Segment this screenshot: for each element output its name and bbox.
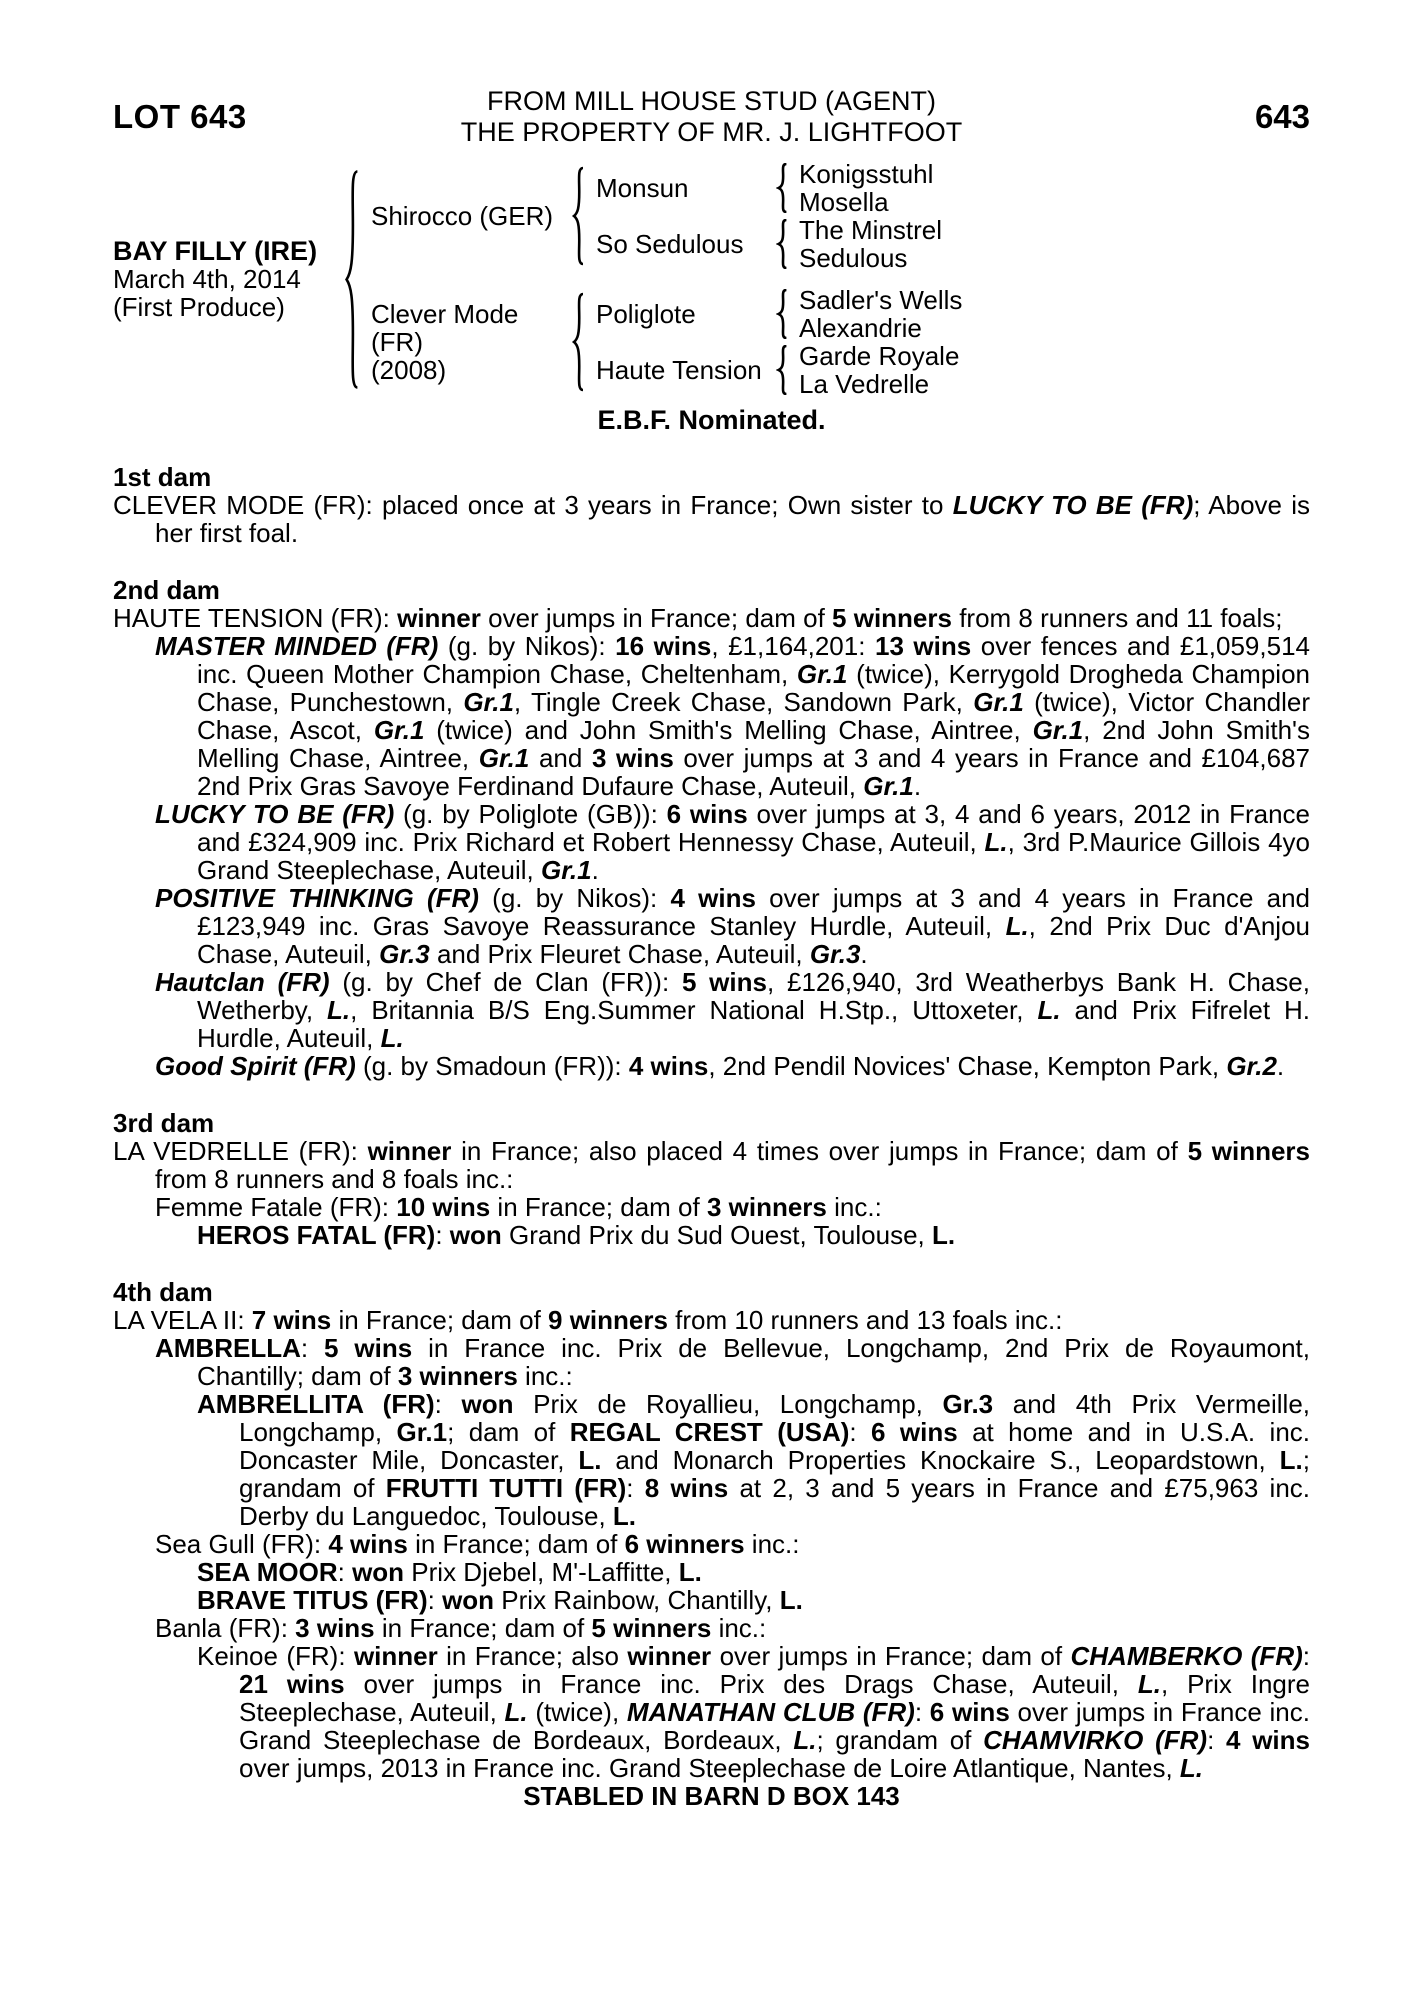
emphasized-text: winner [353, 1641, 438, 1671]
dam-year: (2008) [371, 355, 447, 385]
sire-name: Shirocco (GER) [371, 201, 554, 231]
emphasized-text: 3 wins [295, 1613, 375, 1643]
catalog-paragraph: MASTER MINDED (FR) (g. by Nikos): 16 wins, £1,164,201: 13 wins over fences and £1,059,514 inc. Queen Mother Champion Chase, Cheltenham, Gr.1 (twice), Kerrygold Drogheda Champion Chase, Punchestown, Gr.1, Tingle Creek Chase, Sandown Park, Gr.1 (twice), Victor Chandler Chase, Ascot, Gr.1 (twice) and John Smith's Melling Chase, Aintree, Gr.1, 2nd John Smith's Melling Chase, Aintree, Gr.1 and 3 wins over jumps at 3 and 4 years in France and £104,687 2nd Prix Gras Savoye Ferdinand Dufaure Chase, Auteuil, Gr.1. [155, 631, 1311, 801]
emphasized-text: 16 wins [615, 631, 712, 661]
dam-dam-name: Haute Tension [596, 355, 762, 385]
emphasized-text: MASTER MINDED (FR) [155, 631, 439, 661]
emphasized-text: L. [1179, 1753, 1203, 1783]
emphasized-text: HEROS FATAL (FR) [197, 1220, 436, 1250]
sire-row [361, 160, 1310, 272]
catalog-paragraph: Hautclan (FR) (g. by Chef de Clan (FR)): 5 wins, £126,940, 3rd Weatherbys Bank H. Chase, Wetherby, L., Britannia B/S Eng.Summer National H.Stp., Uttoxeter, L. and Prix Fifrelet H. Hurdle, Auteuil, L. [155, 967, 1310, 1053]
emphasized-text: won [442, 1585, 495, 1615]
pedigree-brace-small [776, 345, 789, 395]
emphasized-text: CHAMBERKO (FR) [1070, 1641, 1303, 1671]
catalog-paragraph: Sea Gull (FR): 4 wins in France; dam of 6 winners inc.: [155, 1529, 800, 1559]
emphasized-text: BRAVE TITUS (FR) [197, 1585, 428, 1615]
pedigree-brace-main [343, 167, 361, 392]
emphasized-text: 4 wins [1226, 1725, 1310, 1755]
catalog-paragraph: CLEVER MODE (FR): placed once at 3 years in France; Own sister to LUCKY TO BE (FR); Above is her first foal. [113, 490, 1310, 548]
emphasized-text: 4 wins [628, 1051, 709, 1081]
granddam-row [586, 216, 1310, 272]
emphasized-text: L. [1137, 1669, 1161, 1699]
great-grandparent-name: Sadler's Wells [799, 285, 963, 315]
emphasized-text: L. [504, 1697, 528, 1727]
dam-grandparents [586, 286, 1310, 398]
emphasized-text: 5 wins [681, 967, 767, 997]
emphasized-text: winner [367, 1136, 452, 1166]
emphasized-text: L. [1279, 1445, 1303, 1475]
pedigree-parents-column [361, 160, 1310, 398]
great-grandparents [789, 160, 1310, 216]
dam-section-heading: 3rd dam [113, 1108, 215, 1138]
catalog-sections [113, 463, 1310, 1782]
great-grandparent-name: Mosella [799, 187, 889, 217]
grandsire-row [586, 286, 1310, 342]
dam-section-heading: 2nd dam [113, 575, 220, 605]
sire-sire-name: Monsun [596, 173, 689, 203]
emphasized-text: LUCKY TO BE (FR) [155, 799, 395, 829]
emphasized-text: Gr.1 [973, 687, 1024, 717]
great-grandparents [789, 216, 1310, 272]
emphasized-text: 3 winners [397, 1361, 518, 1391]
emphasized-text: L. [612, 1501, 637, 1531]
emphasized-text: CHAMVIRKO (FR) [983, 1725, 1208, 1755]
catalog-paragraph: HAUTE TENSION (FR): winner over jumps in France; dam of 5 winners from 8 runners and 11 foals; [113, 603, 1283, 633]
catalog-paragraph: LA VELA II: 7 wins in France; dam of 9 winners from 10 runners and 13 foals inc.: [113, 1305, 1063, 1335]
dam-name-block [361, 300, 571, 384]
emphasized-text: 13 wins [874, 631, 972, 661]
pedigree-brace-sire [571, 166, 586, 266]
emphasized-text: 7 wins [251, 1305, 332, 1335]
emphasized-text: won [352, 1557, 405, 1587]
emphasized-text: L. [793, 1725, 817, 1755]
pedigree-table [113, 160, 1310, 398]
catalog-paragraph: HEROS FATAL (FR): won Grand Prix du Sud Ouest, Toulouse, L. [197, 1220, 956, 1250]
great-grandparents [789, 286, 1310, 342]
emphasized-text: MANATHAN CLUB (FR) [626, 1697, 915, 1727]
catalog-paragraph: SEA MOOR: won Prix Djebel, M'-Laffitte, L. [197, 1557, 702, 1587]
catalog-paragraph: POSITIVE THINKING (FR) (g. by Nikos): 4 wins over jumps at 3 and 4 years in France and £123,949 inc. Gras Savoye Reassurance Stanley Hurdle, Auteuil, L., 2nd Prix Duc d'Anjou Chase, Auteuil, Gr.3 and Prix Fleuret Chase, Auteuil, Gr.3. [155, 883, 1310, 969]
catalog-paragraph: LA VEDRELLE (FR): winner in France; also placed 4 times over jumps in France; dam of 5 winners from 8 runners and 8 foals inc.: [113, 1136, 1310, 1194]
great-grandparent-name: La Vedrelle [799, 369, 930, 399]
emphasized-text: Gr.3 [809, 939, 861, 969]
emphasized-text: 5 wins [324, 1333, 413, 1363]
emphasized-text: AMBRELLA [155, 1333, 301, 1363]
emphasized-text: Gr.1 [396, 1417, 448, 1447]
great-grandparent-name: Konigsstuhl [799, 159, 934, 189]
emphasized-text: Hautclan (FR) [155, 967, 330, 997]
stabled-note: STABLED IN BARN D BOX 143 [523, 1781, 900, 1811]
catalog-paragraph: Femme Fatale (FR): 10 wins in France; dam of 3 winners inc.: [155, 1192, 882, 1222]
emphasized-text: Gr.3 [942, 1389, 994, 1419]
emphasized-text: Gr.1 [373, 715, 425, 745]
emphasized-text: Gr.2 [1226, 1051, 1277, 1081]
emphasized-text: POSITIVE THINKING (FR) [155, 883, 479, 913]
pedigree-brace-small [776, 289, 789, 339]
emphasized-text: L. [932, 1220, 956, 1250]
sire-dam-name: So Sedulous [596, 229, 744, 259]
emphasized-text: L. [984, 827, 1008, 857]
pedigree-brace-small [776, 219, 789, 269]
emphasized-text: AMBRELLITA (FR) [197, 1389, 435, 1419]
emphasized-text: Gr.1 [463, 687, 514, 717]
emphasized-text: L. [380, 1023, 404, 1053]
emphasized-text: L. [1037, 995, 1061, 1025]
emphasized-text: LUCKY TO BE (FR) [952, 490, 1194, 520]
emphasized-text: 3 winners [706, 1192, 827, 1222]
emphasized-text: FRUTTI TUTTI (FR) [385, 1473, 627, 1503]
emphasized-text: won [461, 1389, 514, 1419]
great-grandparent-name: Alexandrie [799, 313, 922, 343]
emphasized-text: 21 wins [239, 1669, 345, 1699]
consignor-line2: THE PROPERTY OF MR. J. LIGHTFOOT [460, 117, 963, 147]
emphasized-text: 9 winners [548, 1305, 668, 1335]
emphasized-text: 5 winners [832, 603, 952, 633]
emphasized-text: 5 winners [591, 1613, 712, 1643]
sire-grandparents [586, 160, 1310, 272]
emphasized-text: Gr.1 [478, 743, 530, 773]
dam-section-heading: 4th dam [113, 1277, 213, 1307]
emphasized-text: L. [1005, 911, 1029, 941]
pedigree-brace-dam [571, 292, 586, 392]
emphasized-text: Gr.1 [863, 771, 914, 801]
emphasized-text: 6 wins [666, 799, 748, 829]
emphasized-text: 4 wins [328, 1529, 408, 1559]
granddam-row [586, 342, 1310, 398]
dam-row [361, 286, 1310, 398]
emphasized-text: 5 winners [1187, 1136, 1310, 1166]
emphasized-text: L. [678, 1557, 702, 1587]
catalog-paragraph: LUCKY TO BE (FR) (g. by Poliglote (GB)): 6 wins over jumps at 3, 4 and 6 years, 2012 in France and £324,909 inc. Prix Richard et Robert Hennessy Chase, Auteuil, L., 3rd P.Maurice Gillois 4yo Grand Steeplechase, Auteuil, Gr.1. [155, 799, 1310, 885]
subject-foaling-date: March 4th, 2014 [113, 264, 301, 294]
emphasized-text: 6 wins [871, 1417, 958, 1447]
dam-sire-name: Poliglote [596, 299, 696, 329]
emphasized-text: 4 wins [670, 883, 756, 913]
catalog-paragraph: Banla (FR): 3 wins in France; dam of 5 winners inc.: [155, 1613, 767, 1643]
emphasized-text: winner [627, 1641, 712, 1671]
lot-number: LOT 643 [113, 98, 247, 135]
dam-section-heading: 1st dam [113, 462, 212, 492]
catalog-paragraph: BRAVE TITUS (FR): won Prix Rainbow, Chantilly, L. [197, 1585, 803, 1615]
pedigree-brace-small [776, 163, 789, 213]
emphasized-text: 6 wins [929, 1697, 1010, 1727]
consignor-block [365, 86, 1058, 148]
page-header [113, 86, 1310, 148]
great-grandparent-name: Garde Royale [799, 341, 960, 371]
emphasized-text: 6 winners [624, 1529, 745, 1559]
consignor-line1: FROM MILL HOUSE STUD (AGENT) [486, 86, 937, 116]
dam-name: Clever Mode (FR) [371, 299, 519, 357]
subject-name: BAY FILLY (IRE) [113, 236, 318, 266]
great-grandparent-name: The Minstrel [799, 215, 943, 245]
emphasized-text: Gr.3 [379, 939, 430, 969]
great-grandparent-name: Sedulous [799, 243, 908, 273]
page-number: 643 [1254, 98, 1310, 135]
emphasized-text: Gr.1 [796, 659, 848, 689]
emphasized-text: 3 wins [591, 743, 674, 773]
emphasized-text: 8 wins [644, 1473, 729, 1503]
emphasized-text: 10 wins [396, 1192, 491, 1222]
subject-produce-note: (First Produce) [113, 292, 285, 322]
catalog-paragraph: Good Spirit (FR) (g. by Smadoun (FR)): 4 wins, 2nd Pendil Novices' Chase, Kempton Park, Gr.2. [155, 1051, 1285, 1081]
grandsire-row [586, 160, 1310, 216]
emphasized-text: won [449, 1220, 502, 1250]
pedigree-subject [113, 237, 343, 321]
emphasized-text: SEA MOOR [197, 1557, 338, 1587]
catalog-paragraph: AMBRELLA: 5 wins in France inc. Prix de Bellevue, Longchamp, 2nd Prix de Royaumont, Chantilly; dam of 3 winners inc.: [155, 1333, 1311, 1391]
ebf-nominated-note: E.B.F. Nominated. [597, 405, 826, 435]
emphasized-text: L. [578, 1445, 602, 1475]
emphasized-text: L. [327, 995, 351, 1025]
emphasized-text: L. [779, 1585, 803, 1615]
emphasized-text: Gr.1 [541, 855, 592, 885]
great-grandparents [789, 342, 1310, 398]
catalog-paragraph: Keinoe (FR): winner in France; also winner over jumps in France; dam of CHAMBERKO (FR): 21 wins over jumps in France inc. Prix des Drags Chase, Auteuil, L., Prix Ingre Steeplechase, Auteuil, L. (twice), MANATHAN CLUB (FR): 6 wins over jumps in France inc. Grand Steeplechase de Bordeaux, Bordeaux, L.; grandam of CHAMVIRKO (FR): 4 wins over jumps, 2013 in France inc. Grand Steeplechase de Loire Atlantique, Nantes, L. [197, 1641, 1311, 1783]
catalog-paragraph: AMBRELLITA (FR): won Prix de Royallieu, Longchamp, Gr.3 and 4th Prix Vermeille, Longchamp, Gr.1; dam of REGAL CREST (USA): 6 wins at home and in U.S.A. inc. Doncaster Mile, Doncaster, L. and Monarch Properties Knockaire S., Leopardstown, L.; grandam of FRUTTI TUTTI (FR): 8 wins at 2, 3 and 5 years in France and £75,963 inc. Derby du Languedoc, Toulouse, L. [197, 1389, 1311, 1531]
emphasized-text: winner [397, 603, 481, 633]
emphasized-text: REGAL CREST (USA) [569, 1417, 850, 1447]
emphasized-text: Gr.1 [1032, 715, 1084, 745]
emphasized-text: Good Spirit (FR) [155, 1051, 356, 1081]
